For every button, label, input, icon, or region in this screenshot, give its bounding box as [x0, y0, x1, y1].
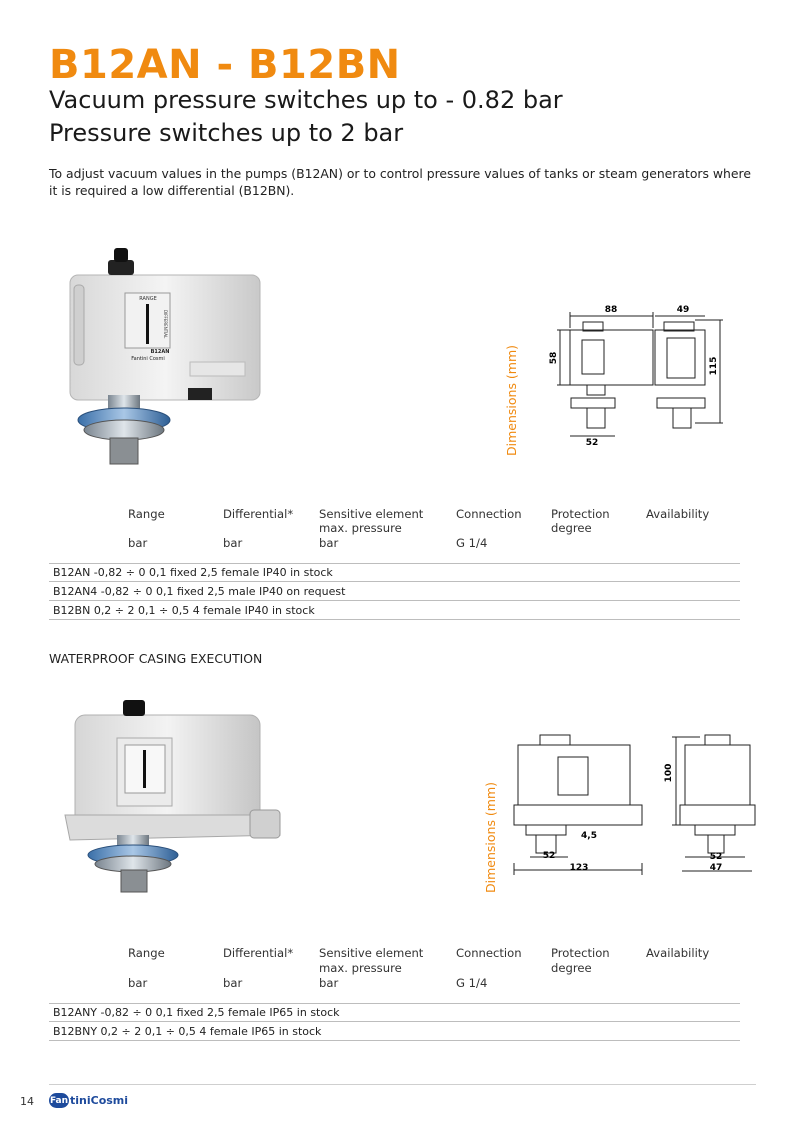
- col-availability: Availability: [646, 507, 710, 521]
- unit-differential: bar: [223, 536, 243, 550]
- col-protection: Protection: [551, 507, 610, 521]
- col-protection-2: degree: [551, 961, 592, 975]
- section-title-waterproof: WATERPROOF CASING EXECUTION: [49, 651, 263, 666]
- brand-logo: [49, 1093, 128, 1108]
- dim2-depth: 47: [709, 863, 723, 873]
- dim1-depth: 49: [676, 305, 690, 315]
- page-number: 14: [20, 1095, 34, 1108]
- device-model-text: B12AN: [150, 349, 170, 355]
- unit-sensitive: bar: [319, 536, 339, 550]
- col-range: Range: [128, 507, 165, 521]
- device-range-text: RANGE: [139, 296, 157, 302]
- dimension-drawing-2: [500, 725, 760, 890]
- dim2-gap: 4,5: [581, 831, 597, 841]
- table-row: B12AN -0,82 ÷ 0 0,1 fixed 2,5 female IP40 in stock: [49, 564, 740, 582]
- table-row: B12BNY 0,2 ÷ 2 0,1 ÷ 0,5 4 female IP65 in stock: [49, 1023, 740, 1041]
- col-availability: Availability: [646, 946, 710, 960]
- col-sensitive-2: max. pressure: [319, 521, 402, 535]
- col-protection-2: degree: [551, 521, 592, 535]
- col-connection: Connection: [456, 946, 522, 960]
- col-differential: Differential*: [223, 946, 294, 960]
- logo-text: tiniCosmi: [70, 1094, 129, 1107]
- dim2-base-2: 52: [709, 852, 723, 862]
- col-range: Range: [128, 946, 165, 960]
- logo-mark: Fan: [49, 1093, 69, 1108]
- col-differential: Differential*: [223, 507, 294, 521]
- device-mark-text: DIFFERENTIAL: [163, 310, 168, 339]
- dim2-height: 100: [664, 763, 674, 783]
- device-brand-text: Fantini Cosmi: [131, 356, 165, 362]
- description: To adjust vacuum values in the pumps (B12AN) or to control pressure values of tanks or steam generators where it is required a low differential (B12BN).: [49, 166, 751, 198]
- table-row: B12ANY -0,82 ÷ 0 0,1 fixed 2,5 female IP65 in stock: [49, 1004, 740, 1022]
- col-sensitive: Sensitive element: [319, 507, 424, 521]
- dimensions-label-2: Dimensions (mm): [483, 781, 498, 893]
- col-connection: Connection: [456, 507, 522, 521]
- unit-range: bar: [128, 536, 148, 550]
- dim2-base-1: 52: [542, 851, 556, 861]
- page-title: B12AN - B12BN: [49, 42, 401, 88]
- subtitle-vacuum: Vacuum pressure switches up to - 0.82 bar: [49, 86, 563, 114]
- dim1-total-height: 115: [709, 356, 719, 376]
- unit-range: bar: [128, 976, 148, 990]
- unit-connection: G 1/4: [456, 536, 488, 550]
- dimensions-label-1: Dimensions (mm): [504, 344, 519, 456]
- product-photo-b12an: [60, 240, 270, 470]
- table-row: B12BN 0,2 ÷ 2 0,1 ÷ 0,5 4 female IP40 in stock: [49, 602, 740, 620]
- product-photo-waterproof: [55, 690, 285, 900]
- unit-differential: bar: [223, 976, 243, 990]
- dim1-base: 52: [585, 438, 599, 448]
- dim1-width: 88: [604, 305, 618, 315]
- col-sensitive-2: max. pressure: [319, 961, 402, 975]
- subtitle-pressure: Pressure switches up to 2 bar: [49, 119, 404, 147]
- col-sensitive: Sensitive element: [319, 946, 424, 960]
- dimension-drawing-1: [545, 298, 735, 450]
- dim2-width: 123: [569, 863, 589, 873]
- unit-sensitive: bar: [319, 976, 339, 990]
- dim1-height: 58: [549, 351, 559, 365]
- table-row: B12AN4 -0,82 ÷ 0 0,1 fixed 2,5 male IP40 on request: [49, 583, 740, 601]
- col-protection: Protection: [551, 946, 610, 960]
- unit-connection: G 1/4: [456, 976, 488, 990]
